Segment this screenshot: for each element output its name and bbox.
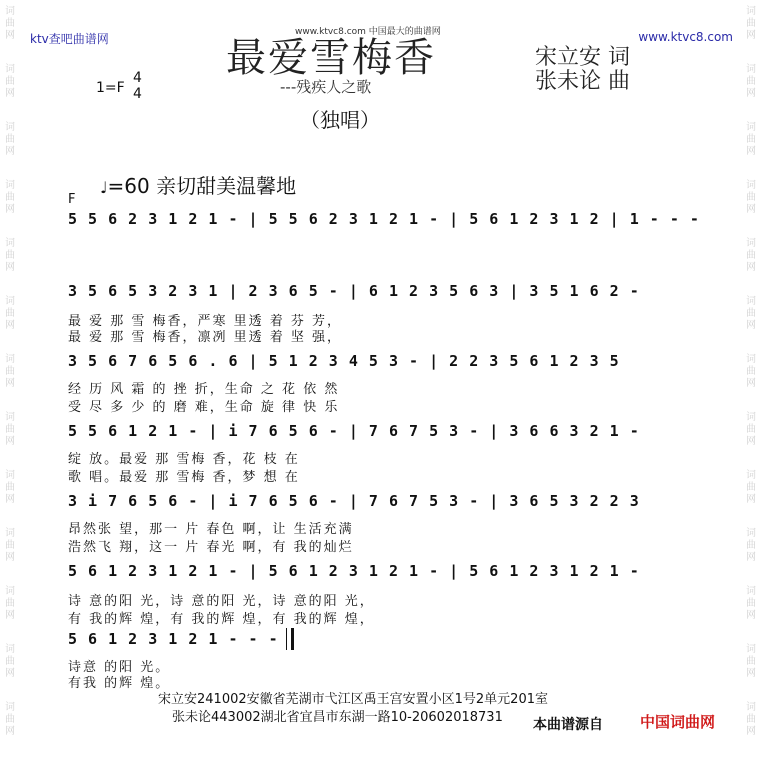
side-watermark-char: 词 [746, 702, 756, 713]
lyric-line-6b: 有 我的辉 煌，有 我的辉 煌，有 我的辉 煌， [68, 612, 375, 627]
side-watermark-char: 曲 [746, 250, 756, 261]
side-watermark-char: 词 [5, 296, 15, 307]
lyricist-credit: 宋立安 词 [535, 45, 630, 70]
side-watermark-char: 网 [5, 494, 15, 505]
notation-row-7: 5 6 1 2 3 1 2 1 - - - [68, 630, 279, 648]
side-watermark-char: 曲 [746, 18, 756, 29]
performance-type: （独唱） [300, 108, 380, 132]
song-title: 最爱雪梅香 [226, 35, 436, 81]
notation-row-4: 5 5 6 1 2 1 - | i 7 6 5 6 - | 7 6 7 5 3 - | 3 6 6 3 2 1 - [68, 422, 640, 440]
lyric-line-4b: 歌 唱。最爱 那 雪梅 香，梦 想 在 [68, 470, 300, 485]
side-watermark-char: 曲 [746, 598, 756, 609]
side-watermark-char: 词 [5, 644, 15, 655]
footer-contact-2: 张未论443002湖北省宜昌市东湖一路10-20602018731 [172, 710, 503, 725]
side-watermark-char: 词 [5, 412, 15, 423]
side-watermark-char: 词 [5, 238, 15, 249]
notation-row-6: 5 6 1 2 3 1 2 1 - | 5 6 1 2 3 1 2 1 - | 5 6 1 2 3 1 2 1 - [68, 562, 640, 580]
side-watermark-char: 词 [5, 528, 15, 539]
side-watermark-char: 词 [746, 528, 756, 539]
side-watermark-char: 词 [746, 296, 756, 307]
side-watermark-char: 网 [746, 30, 756, 41]
side-watermark-char: 词 [5, 64, 15, 75]
side-watermark-char: 网 [746, 146, 756, 157]
lyric-line-5b: 浩然飞 翔，这一 片 春光 啊，有 我的灿烂 [68, 540, 354, 555]
tempo-expression: 亲切甜美温馨地 [156, 174, 297, 198]
side-watermark-char: 网 [5, 726, 15, 737]
song-subtitle: ---残疾人之歌 [280, 78, 372, 96]
lyric-line-6a: 诗 意的阳 光，诗 意的阳 光，诗 意的阳 光， [68, 594, 375, 609]
side-watermark-char: 网 [5, 262, 15, 273]
time-signature [133, 70, 142, 102]
side-watermark-char: 曲 [5, 656, 15, 667]
side-watermark-char: 词 [746, 180, 756, 191]
side-watermark-char: 曲 [5, 424, 15, 435]
side-watermark-char: 词 [5, 122, 15, 133]
side-watermark-char: 曲 [5, 308, 15, 319]
side-watermark-char: 曲 [5, 482, 15, 493]
quarter-note-icon: ♩ [100, 178, 108, 197]
lyric-line-7b: 有我 的辉 煌。 [68, 676, 171, 691]
key-signature: 1=F [96, 80, 125, 96]
side-watermark-char: 曲 [5, 18, 15, 29]
tempo-value: =60 [107, 174, 150, 198]
site-name-left[interactable]: ktv查吧曲谱网 [30, 32, 109, 46]
side-watermark-char: 词 [746, 354, 756, 365]
side-watermark-char: 词 [5, 6, 15, 17]
side-watermark-char: 网 [5, 88, 15, 99]
side-watermark-char: 曲 [5, 366, 15, 377]
notation-row-5: 3 i 7 6 5 6 - | i 7 6 5 6 - | 7 6 7 5 3 - | 3 6 5 3 2 2 3 [68, 492, 640, 510]
side-watermark-char: 网 [746, 726, 756, 737]
lyric-line-5a: 昂然张 望，那一 片 春色 啊，让 生活充满 [68, 522, 354, 537]
side-watermark-char: 网 [5, 320, 15, 331]
final-barline [286, 628, 294, 650]
side-watermark-char: 网 [5, 146, 15, 157]
meter-top: 4 [133, 70, 142, 86]
f-mark: F [68, 192, 76, 207]
side-watermark-char: 词 [746, 122, 756, 133]
side-watermark-char: 曲 [5, 76, 15, 87]
site-url-right[interactable]: www.ktvc8.com [638, 30, 733, 44]
side-watermark-char: 网 [746, 88, 756, 99]
side-watermark-char: 词 [746, 644, 756, 655]
side-watermark-char: 曲 [746, 656, 756, 667]
lyric-line-2b: 最 爱 那 雪 梅香，凛冽 里透 着 坚 强， [68, 330, 343, 345]
side-watermark-char: 曲 [5, 540, 15, 551]
side-watermark-char: 曲 [5, 250, 15, 261]
side-watermark-char: 网 [746, 204, 756, 215]
right-watermark-strip [741, 0, 763, 758]
notation-row-3: 3 5 6 7 6 5 6 . 6 | 5 1 2 3 4 5 3 - | 2 2 3 5 6 1 2 3 5 [68, 352, 620, 370]
side-watermark-char: 曲 [5, 714, 15, 725]
top-watermark: www.ktvc8.com 中国最大的曲谱网 [295, 27, 441, 37]
side-watermark-char: 网 [5, 204, 15, 215]
side-watermark-char: 词 [746, 64, 756, 75]
brand-link[interactable]: 中国词曲网 [640, 713, 716, 731]
side-watermark-char: 曲 [746, 540, 756, 551]
side-watermark-char: 网 [746, 262, 756, 273]
side-watermark-char: 网 [746, 494, 756, 505]
side-watermark-char: 网 [5, 668, 15, 679]
side-watermark-char: 网 [746, 436, 756, 447]
side-watermark-char: 词 [5, 702, 15, 713]
side-watermark-char: 词 [5, 354, 15, 365]
side-watermark-char: 网 [746, 668, 756, 679]
side-watermark-char: 词 [5, 180, 15, 191]
side-watermark-char: 词 [746, 586, 756, 597]
side-watermark-char: 词 [5, 470, 15, 481]
side-watermark-char: 网 [746, 378, 756, 389]
side-watermark-char: 词 [746, 412, 756, 423]
side-watermark-char: 曲 [746, 308, 756, 319]
side-watermark-char: 网 [5, 610, 15, 621]
side-watermark-char: 曲 [746, 134, 756, 145]
notation-row-2: 3 5 6 5 3 2 3 1 | 2 3 6 5 - | 6 1 2 3 5 6 3 | 3 5 1 6 2 - [68, 282, 640, 300]
lyric-line-3a: 经 历 风 霜 的 挫 折，生命 之 花 依 然 [68, 382, 340, 397]
side-watermark-char: 曲 [746, 714, 756, 725]
lyric-line-4a: 绽 放。最爱 那 雪梅 香，花 枝 在 [68, 452, 300, 467]
side-watermark-char: 曲 [5, 192, 15, 203]
side-watermark-char: 曲 [746, 424, 756, 435]
notation-row-1: 5 5 6 2 3 1 2 1 - | 5 5 6 2 3 1 2 1 - | 5 6 1 2 3 1 2 | 1 - - - [68, 210, 700, 228]
left-watermark-strip [0, 0, 22, 758]
side-watermark-char: 词 [746, 238, 756, 249]
side-watermark-char: 曲 [746, 192, 756, 203]
side-watermark-char: 曲 [746, 482, 756, 493]
lyric-line-2a: 最 爱 那 雪 梅香，严寒 里透 着 芬 芳， [68, 314, 343, 329]
side-watermark-char: 曲 [5, 598, 15, 609]
lyric-line-7a: 诗意 的阳 光。 [68, 660, 171, 675]
footer-contact-1: 宋立安241002安徽省芜湖市弋江区禹王宫安置小区1号2单元201室 [158, 692, 548, 707]
side-watermark-char: 网 [5, 378, 15, 389]
side-watermark-char: 网 [5, 30, 15, 41]
lyric-line-3b: 受 尽 多 少 的 磨 难，生命 旋 律 快 乐 [68, 400, 340, 415]
tempo-marking [100, 170, 296, 199]
side-watermark-char: 曲 [5, 134, 15, 145]
side-watermark-char: 网 [746, 320, 756, 331]
side-watermark-char: 词 [5, 586, 15, 597]
composer-credit: 张未论 曲 [535, 69, 630, 94]
side-watermark-char: 曲 [746, 76, 756, 87]
source-label: 本曲谱源自 [533, 717, 603, 733]
meter-bottom: 4 [133, 86, 142, 102]
side-watermark-char: 网 [746, 552, 756, 563]
side-watermark-char: 曲 [746, 366, 756, 377]
side-watermark-char: 网 [5, 552, 15, 563]
side-watermark-char: 网 [5, 436, 15, 447]
side-watermark-char: 词 [746, 6, 756, 17]
side-watermark-char: 网 [746, 610, 756, 621]
side-watermark-char: 词 [746, 470, 756, 481]
